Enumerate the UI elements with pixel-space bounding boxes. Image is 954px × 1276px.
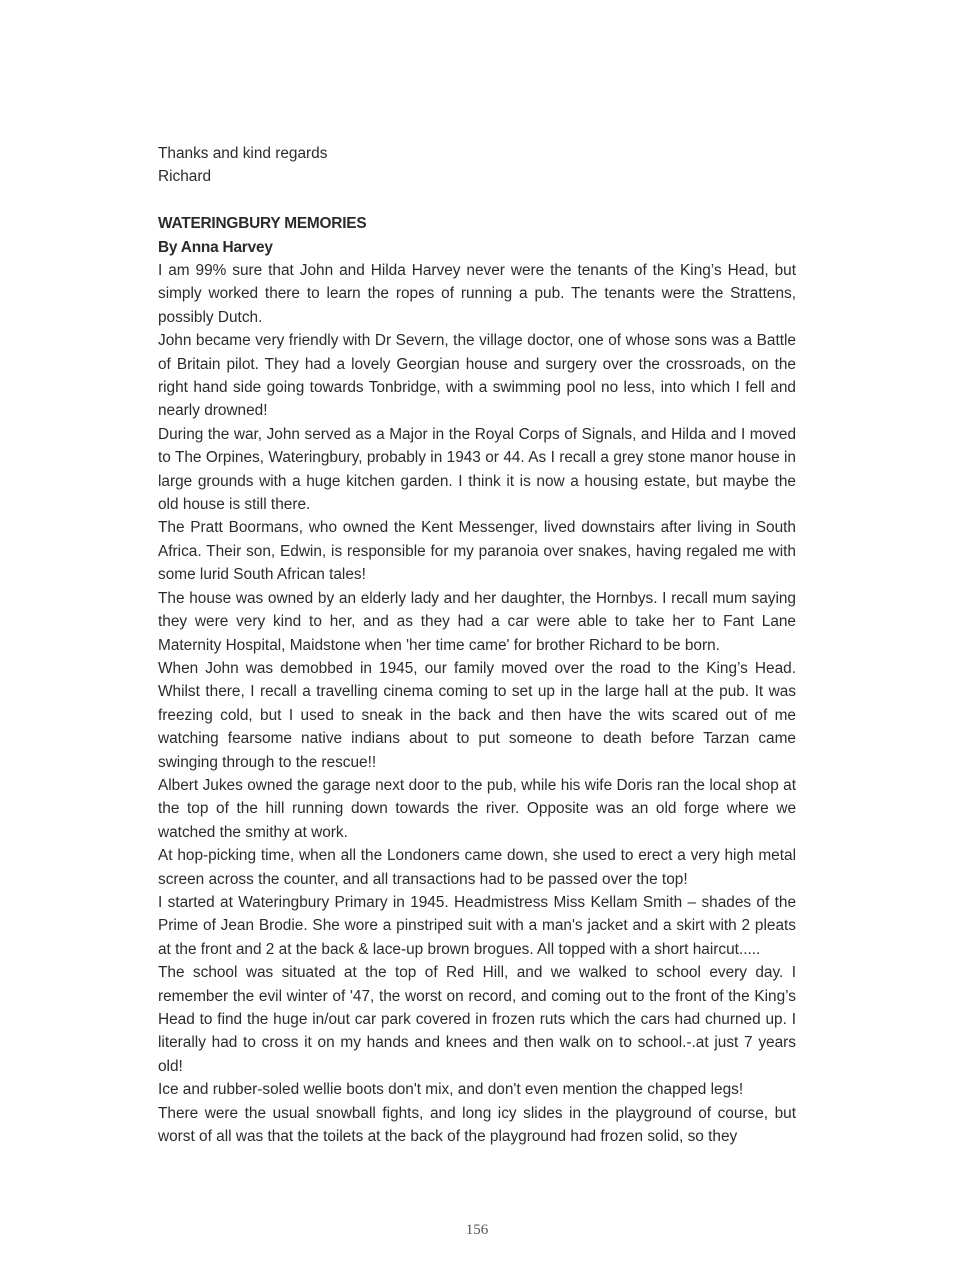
page-number: 156 bbox=[465, 1222, 489, 1238]
paragraph: Albert Jukes owned the garage next door to the pub, while his wife Doris ran the local shop at the top of the hill running down towards the river. Opposite was an old forge where we watched the smithy at work. bbox=[158, 776, 796, 841]
letter-closing: Thanks and kind regards bbox=[158, 145, 328, 162]
paragraph-continued: There were the usual snowball fights, and long icy slides in the playground of course, but worst of all was that the toilets at the back of the playground had frozen solid, so they bbox=[158, 1104, 796, 1146]
section-spacer bbox=[158, 189, 796, 212]
article-byline: By Anna Harvey bbox=[158, 238, 273, 256]
paragraph: The school was situated at the top of Red Hill, and we walked to school every day. I remember the evil winter of '47, the worst on record, and coming out to the front of the King’s Head to find the huge in/out car park covered in frozen ruts which the cars had churned up. I literally had to cross it on my hands and knees and then walk on to school.-.at just 7 years old! bbox=[158, 964, 796, 1075]
paragraph: At hop-picking time, when all the Londoners came down, she used to erect a very high metal screen across the counter, and all transactions had to be passed over the top! bbox=[158, 847, 796, 888]
paragraph: During the war, John served as a Major in the Royal Corps of Signals, and Hilda and I moved to The Orpines, Wateringbury, probably in 1943 or 44. As I recall a grey stone manor house in large grounds with a huge kitchen garden. I think it is now a housing estate, but maybe the old house is still there. bbox=[158, 425, 796, 514]
paragraph: John became very friendly with Dr Severn, the village doctor, one of whose sons was a Battle of Britain pilot. They had a lovely Georgian house and surgery over the crossroads, on the right hand side going towards Tonbridge, with a swimming pool no less, into which I fell and nearly drowned! bbox=[158, 332, 796, 420]
paragraph: I started at Wateringbury Primary in 1945. Headmistress Miss Kellam Smith – shades of the Prime of Jean Brodie. She wore a pinstriped suit with a man's jacket and a skirt with 2 pleats at the front and 2 at the back & lace-up brown brogues. All topped with a short haircut..... bbox=[158, 893, 796, 958]
paragraph: The house was owned by an elderly lady and her daughter, the Hornbys. I recall mum saying they were very kind to her, and as they had a car were able to take her to Fant Lane Maternity Hospital, Maidstone when 'her time came' for brother Richard to be born. bbox=[158, 589, 796, 654]
document-page bbox=[158, 142, 796, 1148]
paragraph: The Pratt Boormans, who owned the Kent Messenger, lived downstairs after living in South Africa. Their son, Edwin, is responsible for my paranoia over snakes, having regaled me with some lurid South African tales! bbox=[158, 519, 796, 584]
paragraph: I am 99% sure that John and Hilda Harvey never were the tenants of the King’s Head, but simply worked there to learn the ropes of running a pub. The tenants were the Strattens, possibly Dutch. bbox=[158, 262, 796, 326]
paragraph: When John was demobbed in 1945, our family moved over the road to the King’s Head. Whilst there, I recall a travelling cinema coming to set up in the large hall at the pub. It was freezing cold, but I used to sneak in the back and then have the wits scared out of me watching fearsome native indians about to put someone to death before Tarzan came swinging through to the rescue!! bbox=[158, 659, 796, 771]
article-title: WATERINGBURY MEMORIES bbox=[158, 215, 367, 233]
paragraph: Ice and rubber-soled wellie boots don't mix, and don't even mention the chapped legs! bbox=[158, 1081, 744, 1099]
letter-signature: Richard bbox=[158, 168, 212, 186]
